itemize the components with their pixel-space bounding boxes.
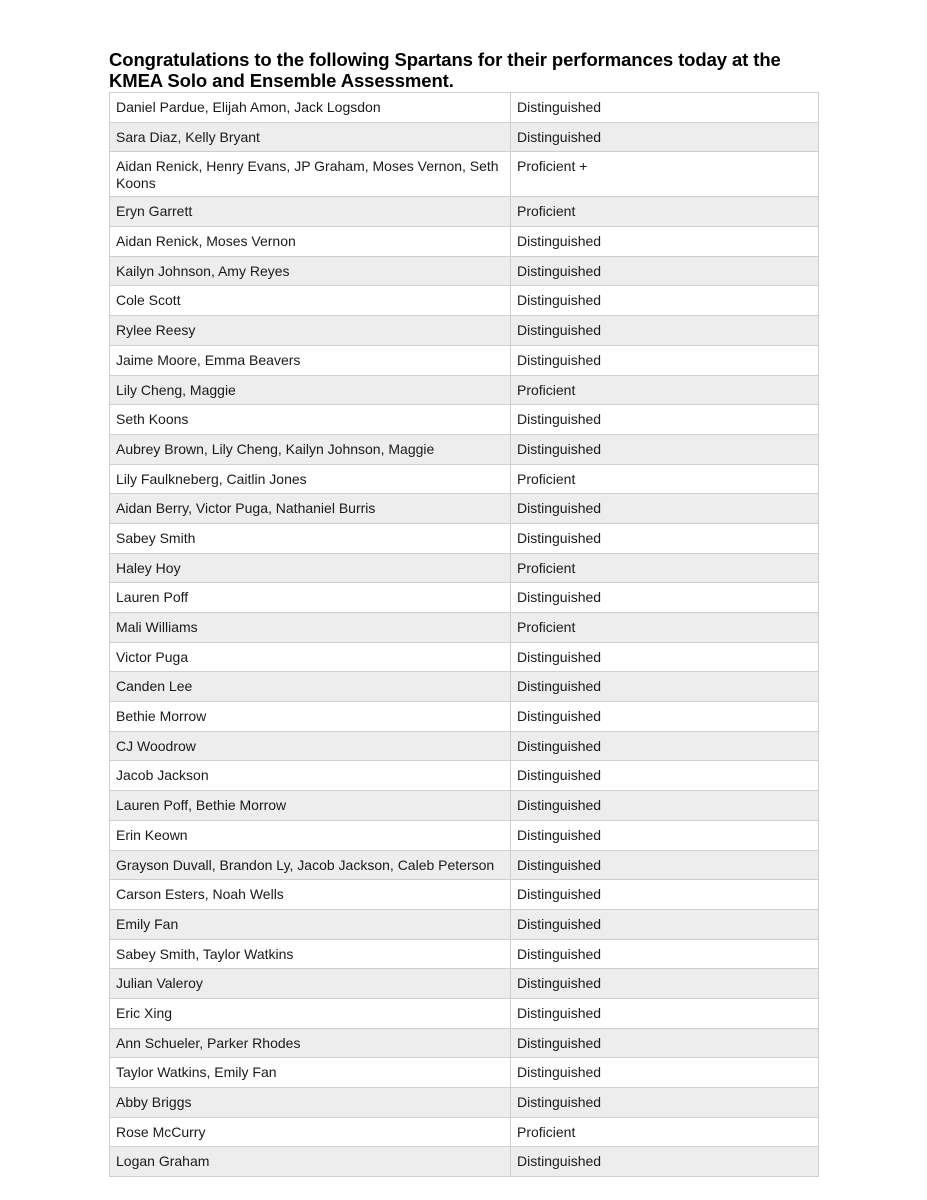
- performer-names-cell: Ann Schueler, Parker Rhodes: [110, 1028, 511, 1058]
- table-row: [110, 791, 819, 821]
- performer-names-cell: Aidan Berry, Victor Puga, Nathaniel Burris: [110, 494, 511, 524]
- rating-cell: Proficient: [511, 613, 819, 643]
- rating-cell: Distinguished: [511, 969, 819, 999]
- table-row: [110, 820, 819, 850]
- performer-names-cell: Abby Briggs: [110, 1088, 511, 1118]
- performer-names-cell: Sara Diaz, Kelly Bryant: [110, 122, 511, 152]
- rating-cell: Distinguished: [511, 820, 819, 850]
- table-row: [110, 1088, 819, 1118]
- table-row: [110, 523, 819, 553]
- rating-cell: Distinguished: [511, 434, 819, 464]
- rating-cell: Distinguished: [511, 702, 819, 732]
- table-row: [110, 197, 819, 227]
- performer-names-cell: Jaime Moore, Emma Beavers: [110, 345, 511, 375]
- table-row: [110, 152, 819, 197]
- table-row: [110, 761, 819, 791]
- table-row: [110, 702, 819, 732]
- rating-cell: Distinguished: [511, 672, 819, 702]
- performer-names-cell: Cole Scott: [110, 286, 511, 316]
- performer-names-cell: Lauren Poff: [110, 583, 511, 613]
- rating-cell: Distinguished: [511, 316, 819, 346]
- table-row: [110, 998, 819, 1028]
- table-row: [110, 1058, 819, 1088]
- performer-names-cell: Emily Fan: [110, 909, 511, 939]
- rating-cell: Distinguished: [511, 227, 819, 257]
- rating-cell: Distinguished: [511, 998, 819, 1028]
- table-row: [110, 939, 819, 969]
- performer-names-cell: Sabey Smith, Taylor Watkins: [110, 939, 511, 969]
- rating-cell: Distinguished: [511, 494, 819, 524]
- performer-names-cell: CJ Woodrow: [110, 731, 511, 761]
- rating-cell: Proficient: [511, 375, 819, 405]
- table-row: [110, 464, 819, 494]
- rating-cell: Proficient: [511, 553, 819, 583]
- rating-cell: Distinguished: [511, 345, 819, 375]
- performer-names-cell: Aubrey Brown, Lily Cheng, Kailyn Johnson, Maggie: [110, 434, 511, 464]
- performer-names-cell: Seth Koons: [110, 405, 511, 435]
- table-row: [110, 286, 819, 316]
- table-row: [110, 731, 819, 761]
- table-row: [110, 613, 819, 643]
- table-row: [110, 909, 819, 939]
- performer-names-cell: Victor Puga: [110, 642, 511, 672]
- table-row: [110, 405, 819, 435]
- rating-cell: Distinguished: [511, 1028, 819, 1058]
- performer-names-cell: Eryn Garrett: [110, 197, 511, 227]
- table-row: [110, 642, 819, 672]
- table-row: [110, 316, 819, 346]
- performer-names-cell: Lauren Poff, Bethie Morrow: [110, 791, 511, 821]
- performer-names-cell: Erin Keown: [110, 820, 511, 850]
- rating-cell: Distinguished: [511, 939, 819, 969]
- rating-cell: Distinguished: [511, 761, 819, 791]
- table-row: [110, 256, 819, 286]
- rating-cell: Distinguished: [511, 93, 819, 123]
- table-row: [110, 494, 819, 524]
- table-row: [110, 93, 819, 123]
- results-table: [109, 92, 819, 1177]
- table-row: [110, 1028, 819, 1058]
- table-row: [110, 345, 819, 375]
- performer-names-cell: Logan Graham: [110, 1147, 511, 1177]
- rating-cell: Distinguished: [511, 583, 819, 613]
- performer-names-cell: Aidan Renick, Henry Evans, JP Graham, Moses Vernon, Seth Koons: [110, 152, 511, 197]
- performer-names-cell: Julian Valeroy: [110, 969, 511, 999]
- performer-names-cell: Sabey Smith: [110, 523, 511, 553]
- performer-names-cell: Taylor Watkins, Emily Fan: [110, 1058, 511, 1088]
- performer-names-cell: Lily Cheng, Maggie: [110, 375, 511, 405]
- rating-cell: Distinguished: [511, 122, 819, 152]
- rating-cell: Distinguished: [511, 791, 819, 821]
- performer-names-cell: Jacob Jackson: [110, 761, 511, 791]
- table-row: [110, 434, 819, 464]
- performer-names-cell: Carson Esters, Noah Wells: [110, 880, 511, 910]
- performer-names-cell: Rose McCurry: [110, 1117, 511, 1147]
- table-row: [110, 1147, 819, 1177]
- performer-names-cell: Eric Xing: [110, 998, 511, 1028]
- performer-names-cell: Grayson Duvall, Brandon Ly, Jacob Jackson, Caleb Peterson: [110, 850, 511, 880]
- rating-cell: Distinguished: [511, 1088, 819, 1118]
- rating-cell: Distinguished: [511, 523, 819, 553]
- rating-cell: Proficient +: [511, 152, 819, 197]
- rating-cell: Distinguished: [511, 1058, 819, 1088]
- table-row: [110, 583, 819, 613]
- table-row: [110, 553, 819, 583]
- performer-names-cell: Kailyn Johnson, Amy Reyes: [110, 256, 511, 286]
- rating-cell: Proficient: [511, 197, 819, 227]
- performer-names-cell: Mali Williams: [110, 613, 511, 643]
- rating-cell: Distinguished: [511, 880, 819, 910]
- results-table-body: [110, 93, 819, 1177]
- rating-cell: Distinguished: [511, 256, 819, 286]
- performer-names-cell: Daniel Pardue, Elijah Amon, Jack Logsdon: [110, 93, 511, 123]
- rating-cell: Distinguished: [511, 731, 819, 761]
- table-row: [110, 969, 819, 999]
- document-page: [109, 49, 818, 1177]
- performer-names-cell: Aidan Renick, Moses Vernon: [110, 227, 511, 257]
- table-row: [110, 227, 819, 257]
- table-row: [110, 1117, 819, 1147]
- performer-names-cell: Rylee Reesy: [110, 316, 511, 346]
- performer-names-cell: Haley Hoy: [110, 553, 511, 583]
- table-row: [110, 375, 819, 405]
- performer-names-cell: Lily Faulkneberg, Caitlin Jones: [110, 464, 511, 494]
- rating-cell: Distinguished: [511, 850, 819, 880]
- rating-cell: Distinguished: [511, 405, 819, 435]
- table-row: [110, 122, 819, 152]
- rating-cell: Proficient: [511, 464, 819, 494]
- rating-cell: Distinguished: [511, 1147, 819, 1177]
- table-row: [110, 880, 819, 910]
- performer-names-cell: Canden Lee: [110, 672, 511, 702]
- rating-cell: Distinguished: [511, 909, 819, 939]
- rating-cell: Distinguished: [511, 286, 819, 316]
- table-row: [110, 850, 819, 880]
- rating-cell: Distinguished: [511, 642, 819, 672]
- performer-names-cell: Bethie Morrow: [110, 702, 511, 732]
- table-row: [110, 672, 819, 702]
- page-title: Congratulations to the following Spartans for their performances today at the KMEA Solo and Ensemble Assessment.: [109, 49, 781, 91]
- rating-cell: Proficient: [511, 1117, 819, 1147]
